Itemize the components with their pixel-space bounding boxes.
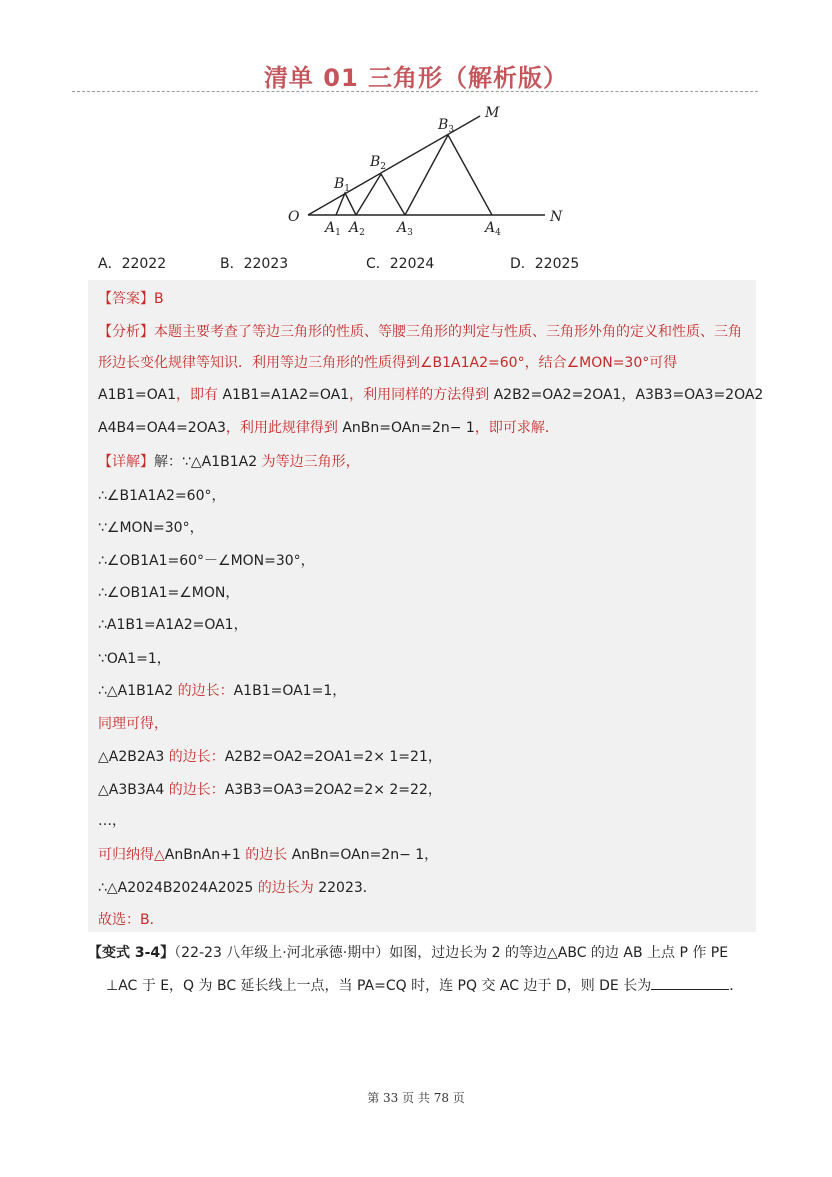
label-A1: A — [325, 220, 336, 236]
label-A2: A — [349, 220, 360, 236]
step-3: ∴∠OB1A1=60°－∠MON=30°， — [98, 553, 315, 569]
option-c: C．22024 — [366, 256, 435, 272]
step-1: ∴∠B1A1A2=60°， — [98, 488, 226, 504]
step-2: ∵∠MON=30°， — [98, 520, 204, 536]
label-A4: A — [485, 220, 496, 236]
label-B1: B — [334, 176, 345, 192]
svg-text:A3: $A_3$ — [397, 220, 413, 238]
analysis-line-2: 形边长变化规律等知识．利用等边三角形的性质得到∠B1A1A2=60°，结合∠MON=30°可得 — [98, 355, 678, 371]
step-5: ∴A1B1=A1A2=OA1， — [98, 617, 248, 633]
label-O: O — [288, 209, 300, 225]
analysis-line-1: 【分析】本题主要考查了等边三角形的性质、等腰三角形的判定与性质、三角形外角的定义和性质、三角 — [98, 324, 742, 340]
option-d: D．22025 — [510, 256, 580, 272]
triangle-1 — [336, 193, 356, 215]
label-B2: B — [370, 154, 381, 170]
solution-panel — [88, 280, 756, 932]
variant-question-line-1: 【变式 3-4】（22-23 八年级上·河北承德·期中）如图，过边长为 2 的等边△ABC 的边 AB 上点 P 作 PE — [88, 945, 729, 961]
title-divider — [72, 91, 758, 92]
step-13: ∴△A2024B2024A2025 的边长为 22023． — [98, 880, 377, 896]
answer-line — [98, 288, 164, 308]
analysis-line-4: A4B4=OA4=2OA3，利用此规律得到 AnBn=OAn=2n− 1，即可求解． — [98, 420, 559, 436]
option-a: A．22022 — [98, 256, 167, 272]
svg-text:B3: $B_3$ — [438, 117, 455, 135]
label-N: N — [550, 209, 563, 225]
answer-value: B — [154, 291, 164, 307]
step-11: …， — [98, 813, 126, 829]
label-A3: A — [397, 220, 408, 236]
svg-text:B1: $B_1$ — [334, 176, 351, 194]
ray-OM — [308, 116, 480, 215]
step-7: ∴△A1B1A2 的边长：A1B1=OA1=1， — [98, 683, 347, 699]
step-6: ∵OA1=1， — [98, 651, 171, 667]
final-choice: 故选：B． — [98, 912, 164, 928]
svg-text:A1: $A_1$ — [325, 220, 341, 238]
svg-text:A2: $A_2$ — [349, 220, 365, 238]
variant-question-line-2: ⊥AC 于 E，Q 为 BC 延长线上一点，当 PA=CQ 时，连 PQ 交 AC 边于 D，则 DE 长为 ． — [106, 978, 744, 994]
step-10: △A3B3A4 的边长：A3B3=OA3=2OA2=2× 2=22， — [98, 782, 442, 798]
step-12: 可归纳得△AnBnAn+1 的边长 AnBn=OAn=2n− 1， — [98, 847, 439, 863]
variant-tag: 【变式 3-4】 — [88, 945, 175, 961]
analysis-line-3: A1B1=OA1，即有 A1B1=A1A2=OA1，利用同样的方法得到 A2B2=OA2=2OA1，A3B3=OA3=2OA2 — [98, 387, 764, 403]
page-title: 清单 01 三角形（解析版） — [263, 64, 569, 92]
detail-line-1: 【详解】解：∵△A1B1A2 为等边三角形， — [98, 454, 360, 470]
option-b: B．22023 — [220, 256, 289, 272]
step-8: 同理可得， — [98, 716, 168, 732]
step-9: △A2B2A3 的边长：A2B2=OA2=2OA1=2× 1=21， — [98, 749, 442, 765]
label-M: M — [485, 105, 500, 121]
page-number: 第 33 页 共 78 页 — [367, 1091, 465, 1105]
triangle-figure — [280, 100, 580, 240]
label-B3: B — [438, 117, 449, 133]
answer-tag: 【答案】 — [98, 291, 154, 307]
answer-blank — [651, 977, 729, 990]
triangle-2 — [356, 174, 405, 215]
step-4: ∴∠OB1A1=∠MON， — [98, 585, 240, 601]
svg-text:A4: $A_4$ — [485, 220, 501, 238]
triangle-3 — [405, 135, 492, 215]
svg-text:B2: $B_2$ — [370, 154, 387, 172]
